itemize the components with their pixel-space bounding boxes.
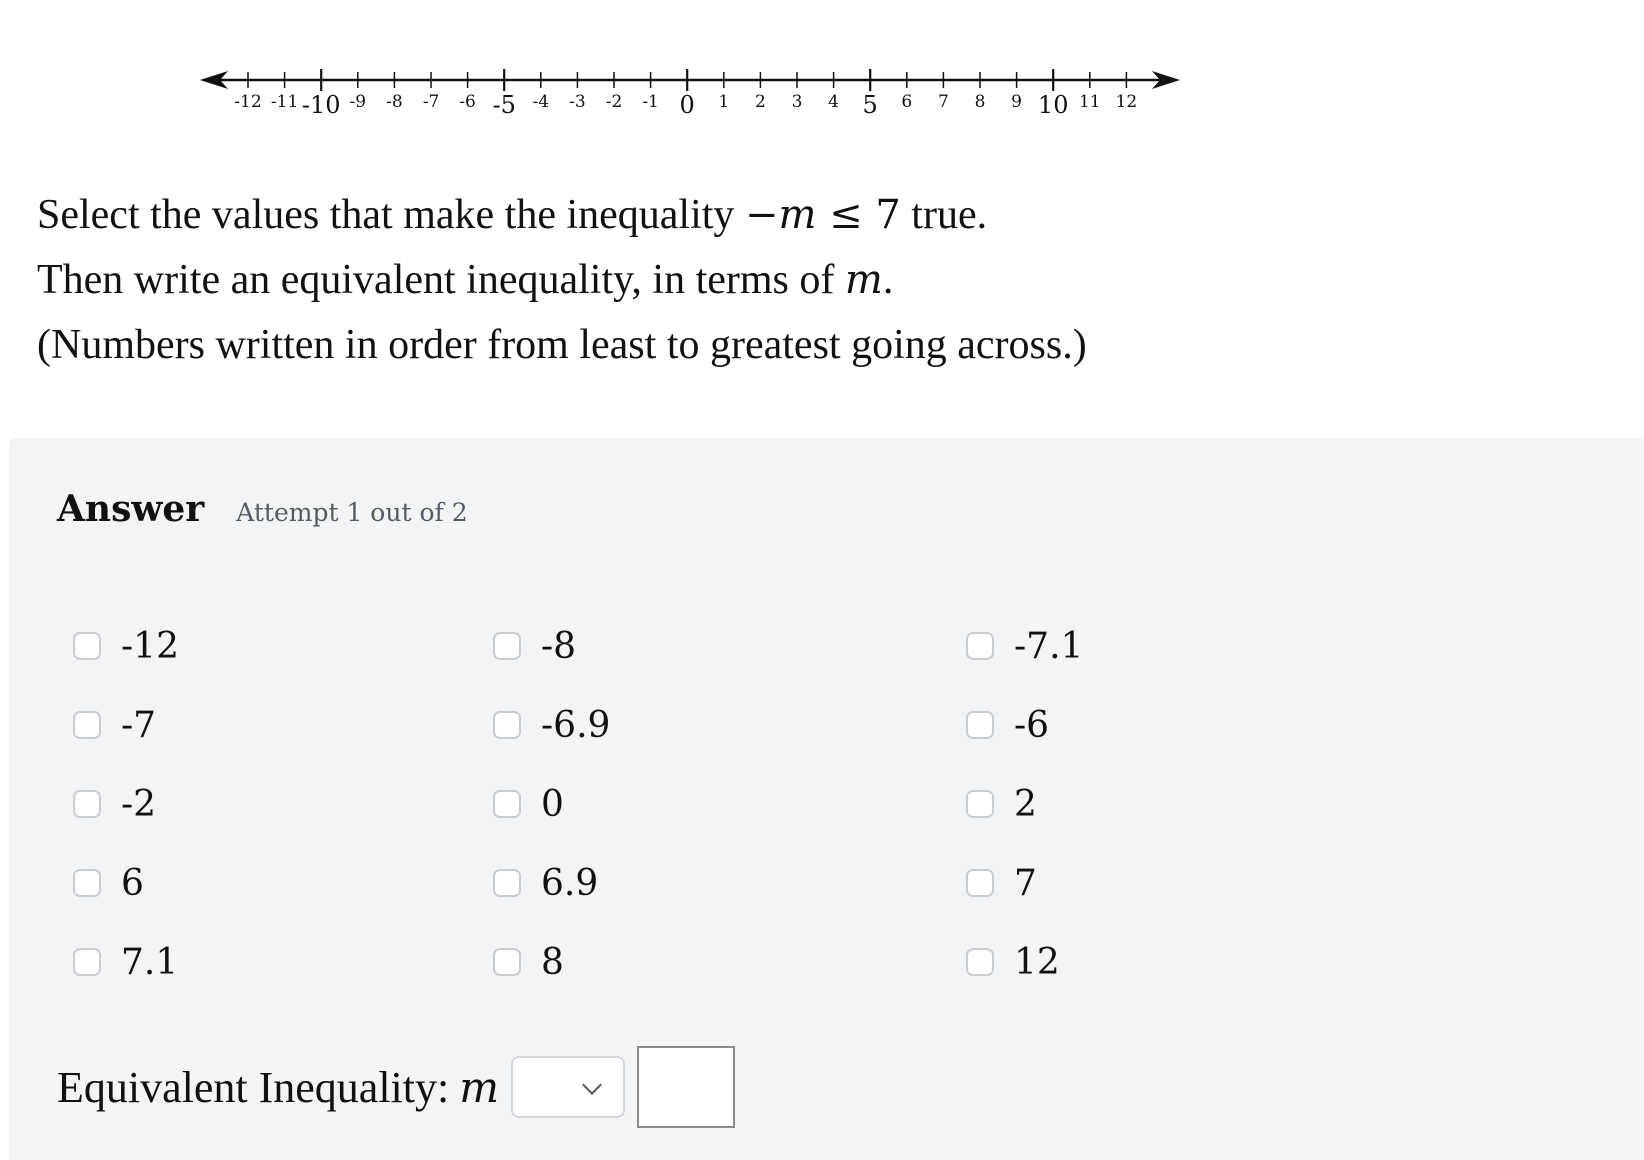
number-line-label: -12 [234, 92, 262, 112]
answer-choice-label: -6 [1014, 704, 1050, 746]
checkbox[interactable] [493, 632, 521, 660]
number-line-label: 11 [1078, 92, 1101, 112]
question-line-2-suffix: . [882, 257, 894, 303]
answer-choice[interactable] [73, 932, 493, 992]
number-line [0, 0, 1300, 140]
number-line-label: 5 [862, 91, 878, 119]
number-line-label: 8 [974, 92, 986, 112]
checkbox[interactable] [966, 790, 994, 818]
question-text [37, 183, 1087, 378]
equivalent-inequality-row [57, 1046, 735, 1128]
number-line-label: -6 [459, 92, 476, 112]
number-line-label: -9 [349, 92, 367, 112]
answer-choice[interactable] [966, 932, 1173, 992]
question-line-1-suffix: true. [900, 192, 988, 238]
number-line-label: -7 [422, 92, 440, 112]
answer-choice[interactable] [73, 616, 493, 676]
number-line-label: 10 [1037, 91, 1069, 119]
answer-choice-label: -7.1 [1014, 625, 1084, 667]
answer-choice[interactable] [73, 695, 493, 755]
equivalent-inequality-label: Equivalent Inequality: [57, 1062, 450, 1112]
answer-choice-label: -12 [121, 625, 179, 667]
number-line-label: -5 [492, 91, 516, 119]
number-line-label: 12 [1115, 92, 1138, 112]
answer-choice-label: 12 [1014, 941, 1060, 983]
answer-choice-label: 7 [1014, 862, 1037, 904]
answer-choice[interactable] [73, 853, 493, 913]
checkbox[interactable] [493, 869, 521, 897]
number-line-label: -2 [605, 92, 623, 112]
answer-choice-label: 6.9 [541, 862, 599, 904]
answer-choice-label: 8 [541, 941, 564, 983]
answer-title: Answer [57, 488, 205, 530]
number-line-label: -4 [532, 92, 550, 112]
math-variable-m: m [844, 257, 883, 303]
number-line-label: 9 [1011, 92, 1023, 112]
answer-choice-label: -8 [541, 625, 577, 667]
checkbox[interactable] [73, 948, 101, 976]
answer-choice[interactable] [493, 774, 966, 834]
answer-choice[interactable] [966, 695, 1173, 755]
answer-choice-label: -6.9 [541, 704, 611, 746]
checkbox[interactable] [493, 948, 521, 976]
number-line-label: 3 [791, 92, 803, 112]
choices-grid [73, 616, 1173, 1011]
inequality-value-input[interactable] [637, 1046, 735, 1128]
number-line-label: 2 [754, 92, 766, 112]
answer-choice[interactable] [493, 695, 966, 755]
checkbox[interactable] [493, 790, 521, 818]
checkbox[interactable] [966, 869, 994, 897]
answer-choice[interactable] [966, 853, 1173, 913]
answer-choice[interactable] [493, 932, 966, 992]
checkbox[interactable] [73, 869, 101, 897]
math-inequality: ≤ 7 [816, 192, 901, 238]
question-line-1 [37, 183, 1087, 248]
checkbox[interactable] [73, 711, 101, 739]
number-line-label: -11 [270, 92, 299, 112]
question-line-3: (Numbers written in order from least to greatest going across.) [37, 322, 1087, 368]
answer-choice-label: 7.1 [121, 941, 179, 983]
question-line-1-prefix: Select the values that make the inequality [37, 192, 745, 238]
answer-choice-label: 6 [121, 862, 144, 904]
answer-header [57, 488, 468, 530]
number-line-label: -8 [386, 92, 403, 112]
answer-choice-label: -7 [121, 704, 157, 746]
answer-choice[interactable] [493, 853, 966, 913]
checkbox[interactable] [966, 711, 994, 739]
answer-choice[interactable] [966, 774, 1173, 834]
math-negative-sign: − [744, 192, 779, 238]
number-line-label: 7 [937, 92, 949, 112]
inequality-symbol-dropdown[interactable] [511, 1056, 625, 1118]
attempt-counter: Attempt 1 out of 2 [236, 498, 468, 527]
answer-choice[interactable] [966, 616, 1173, 676]
question-line-2 [37, 248, 1087, 313]
number-line-label: 6 [901, 92, 913, 112]
number-line-label: -1 [642, 92, 659, 112]
number-line-label: -10 [301, 91, 341, 119]
chevron-down-icon [582, 1075, 602, 1095]
number-line-label: -3 [569, 92, 586, 112]
answer-choice[interactable] [493, 616, 966, 676]
answer-choice-label: 0 [541, 783, 564, 825]
equivalent-variable-m: m [459, 1062, 500, 1112]
number-line-label: 4 [828, 92, 840, 112]
number-line-label: 0 [679, 91, 695, 119]
checkbox[interactable] [73, 790, 101, 818]
math-variable-m: m [778, 192, 817, 238]
number-line-label: 1 [718, 92, 730, 112]
checkbox[interactable] [966, 948, 994, 976]
answer-choice[interactable] [73, 774, 493, 834]
checkbox[interactable] [966, 632, 994, 660]
question-line-2-prefix: Then write an equivalent inequality, in terms of [37, 257, 845, 303]
answer-panel [9, 438, 1644, 1160]
checkbox[interactable] [493, 711, 521, 739]
checkbox[interactable] [73, 632, 101, 660]
answer-choice-label: -2 [121, 783, 157, 825]
answer-choice-label: 2 [1014, 783, 1037, 825]
